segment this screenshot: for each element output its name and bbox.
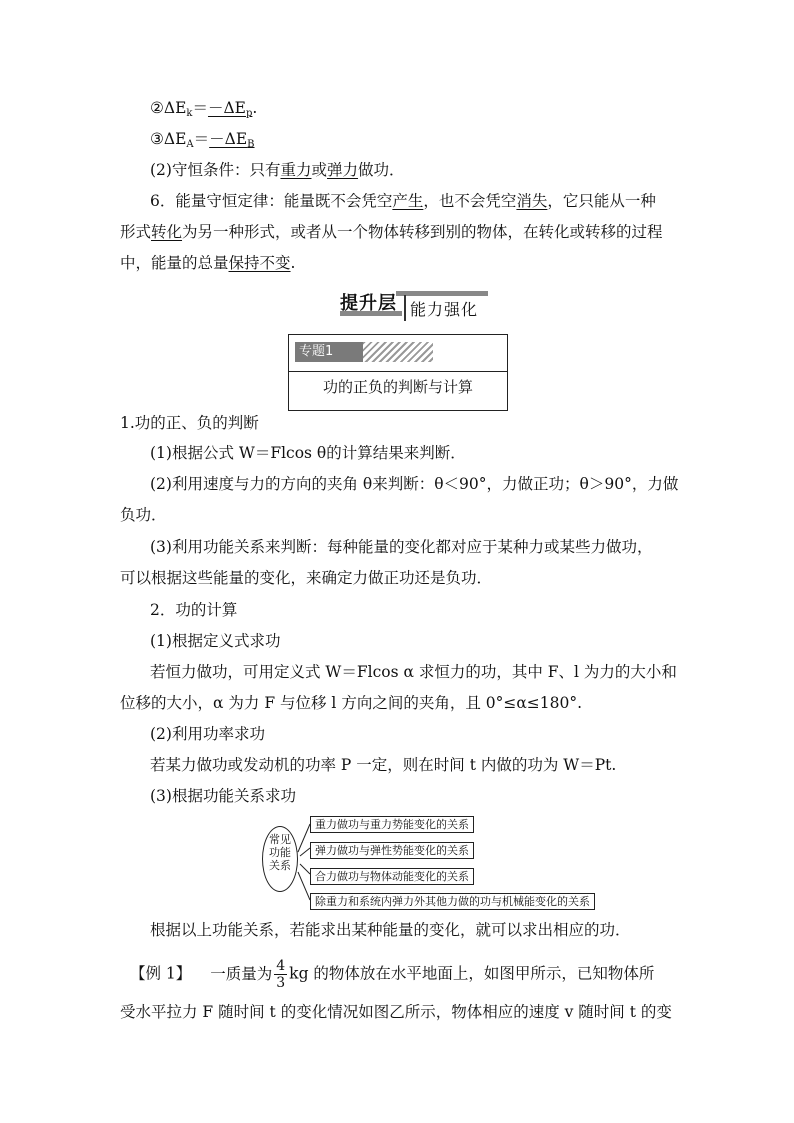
para-p11: (2)利用功率求功: [150, 725, 265, 743]
para-p14: 根据以上功能关系，若能求出某种能量的变化，就可以求出相应的功．: [150, 921, 631, 939]
para-p12: 若某力做功或发动机的功率 P 一定，则在时间 t 内做的功为 W＝Pt.: [150, 756, 617, 774]
example-label: 【例 1】: [130, 964, 192, 983]
formula-line-3: $③\Delta E_A=-\Delta E_B$: [150, 130, 255, 150]
energy-law-line-1: 6．能量守恒定律：能量既不会凭空产生，也不会凭空消失，它只能从一种: [150, 192, 656, 210]
para-p8: (1)根据定义式求功: [150, 632, 281, 650]
para-p5: (3)利用功能关系来判断：每种能量的变化都对应于某种力或某些力做功，: [150, 538, 653, 556]
energy-relation-diagram: [258, 812, 590, 912]
para-p10: 位移的大小，α 为力 F 与位移 l 方向之间的夹角，且 0°≤α≤180°.: [120, 694, 583, 712]
para-p15: 受水平拉力 F 随时间 t 的变化情况如图乙所示，物体相应的速度 v 随时间 t 的变: [120, 1003, 672, 1021]
topic-stripe: [363, 342, 433, 362]
example-1: 【例 1】 一质量为 $\frac{4}{3}$ kg 的物体放在水平地面上，如图甲所示，已知物体所: [130, 958, 655, 991]
para-p6: 可以根据这些能量的变化，来确定力做正功还是负功．: [120, 569, 493, 587]
para-p2: (1)根据公式 W＝Flcos θ的计算结果来判断．: [150, 444, 466, 462]
topic-tag: 专题1: [295, 342, 363, 362]
energy-law-line-3: 中，能量的总量保持不变.: [120, 254, 296, 272]
relation-item-kinetic: 合力做功与物体动能变化的关系: [310, 868, 474, 885]
heading-calc: 2．功的计算: [150, 601, 238, 619]
banner-divider: [404, 295, 406, 321]
energy-law-line-2: 形式转化为另一种形式，或者从一个物体转移到别的物体，在转化或转移的过程: [120, 223, 663, 241]
formula-line-2: $②\Delta E_k=-\Delta E_p$.: [150, 99, 258, 119]
topic-box: [288, 334, 508, 411]
banner-bar-top: [396, 291, 488, 296]
relation-item-gravity: 重力做功与重力势能变化的关系: [310, 816, 474, 833]
banner-right-text: 能力强化: [410, 300, 479, 319]
heading-sign: 1.功的正、负的判断: [120, 414, 259, 432]
para-p4: 负功．: [120, 506, 167, 524]
relation-item-mechanical: 除重力和系统内弹力外其他力做的功与机械能变化的关系: [310, 893, 595, 910]
mass-fraction: $\frac{4}{3}$: [276, 958, 286, 991]
conservation-condition: (2)守恒条件：只有重力或弹力做功．: [150, 161, 405, 179]
section-banner: [340, 287, 490, 321]
para-p13: (3)根据功能关系求功: [150, 787, 296, 805]
topic-title: 功的正负的判断与计算: [322, 378, 473, 396]
topic-header: [289, 335, 507, 372]
para-p9: 若恒力做功，可用定义式 W＝Flcos α 求恒力的功，其中 F、l 为力的大小和: [150, 663, 677, 681]
relation-item-elastic: 弹力做功与弹性势能变化的关系: [310, 842, 474, 859]
para-p3: (2)利用速度与力的方向的夹角 θ来判断：θ＜90°，力做正功；θ＞90°，力做: [150, 475, 679, 493]
banner-left-text: 提升层: [340, 293, 397, 314]
diagram-center: 常见 功能 关系: [262, 826, 298, 892]
